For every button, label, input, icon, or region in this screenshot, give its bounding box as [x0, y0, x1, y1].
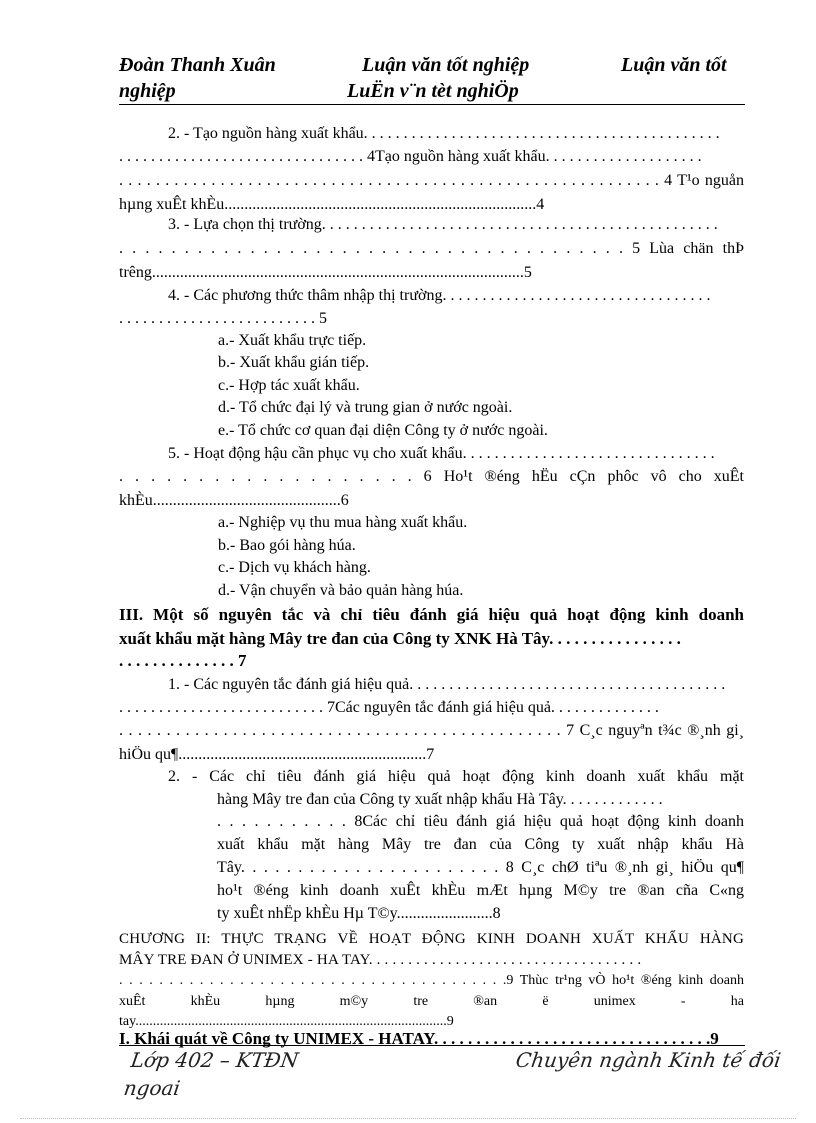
toc-line: b.- Bao gói hàng húa.: [218, 537, 356, 554]
toc-line: hàng Mây tre đan của Công ty xuất nhập khẩu Hà Tây. . . . . . . . . . . . .: [217, 791, 663, 808]
toc-line: Tây. . . . . . . . . . . . . . . . . . . . . . . 8 C¸c chØ tiªu ®¸nh gi¸ hiÖu qu¶: [217, 859, 744, 876]
toc-line: 5. - Hoạt động hậu cần phục vụ cho xuất khẩu. . . . . . . . . . . . . . . . . . . . . . . . . . . . . . . .: [168, 445, 715, 462]
toc-line: d.- Vận chuyển và bảo quản hàng húa.: [218, 582, 464, 599]
toc-line: trêng.............................................................................................5: [119, 264, 532, 281]
toc-chapter-heading: MÂY TRE ĐAN Ở UNIMEX - HA TAY. . . . . . . . . . . . . . . . . . . . . . . . . . . . . . . . . . .: [119, 952, 642, 968]
header-title-center: Luận văn tốt nghiệp: [362, 54, 530, 76]
page-bottom-border: [20, 1118, 796, 1119]
footer-major: Chuyên ngành Kinh tế đối: [514, 1048, 783, 1072]
toc-line: 2. - Các chỉ tiêu đánh giá hiệu quả hoạt động kinh doanh xuất khẩu mặt: [168, 768, 744, 785]
toc-line: hµng xuÊt khÈu..............................................................................4: [119, 196, 545, 213]
toc-line: . . . . . . . . . . . . . . . . . . . . . . . . . . . . . . . . . . . . . . . . . . . . . . . 7 C¸c nguyªn t¾c ®¸nh gi¸: [119, 722, 744, 739]
toc-line: . . . . . . . . . . . . . . . . . . . . . . . . . . . . . . . 4Tạo nguồn hàng xuất khẩu. . . . . . . . . . . . . . . . . . . .: [119, 148, 702, 165]
toc-line: xuất khẩu mặt hàng Mây tre đan của Công ty xuất nhập khẩu Hà: [217, 836, 744, 853]
footer-class: Lớp 402 – KTĐN: [129, 1048, 300, 1072]
header-author: Đoàn Thanh Xuân: [119, 54, 276, 76]
toc-line: 1. - Các nguyên tắc đánh giá hiệu quả. . . . . . . . . . . . . . . . . . . . . . . . . . . . . . . . . . . . . . . .: [168, 676, 726, 693]
toc-line: 3. - Lựa chọn thị trường. . . . . . . . . . . . . . . . . . . . . . . . . . . . . . . . . . . . . . . . . . . . . . . . . .: [168, 216, 718, 233]
header-garbled-title: LuËn v¨n tèt nghiÖp: [347, 80, 519, 102]
toc-line: d.- Tổ chức đại lý và trung gian ở nước ngoài.: [218, 399, 513, 416]
toc-line: b.- Xuất khẩu gián tiếp.: [218, 354, 370, 371]
toc-line: a.- Nghiệp vụ thu mua hàng xuất khẩu.: [218, 514, 468, 531]
footer-rule: [119, 1045, 745, 1046]
footer-class-cont: ngoai: [122, 1076, 182, 1100]
toc-line: 2. - Tạo nguồn hàng xuất khẩu. . . . . . . . . . . . . . . . . . . . . . . . . . . . . . . . . . . . . . . . . . . . .: [168, 125, 720, 142]
toc-section-heading: xuất khẩu mặt hàng Mây tre đan của Công ty XNK Hà Tây. . . . . . . . . . . . . . . .: [119, 629, 681, 648]
toc-chapter-heading: CHƯƠNG II: THỰC TRẠNG VỀ HOẠT ĐỘNG KINH DOANH XUẤT KHẨU HÀNG: [119, 931, 744, 947]
toc-line: . . . . . . . . . . . . . . . . . . . 6 Ho¹t ®éng hËu cÇn phôc vô cho xuÊt: [119, 468, 744, 485]
toc-line: tay.........................................................................................9: [119, 1014, 454, 1029]
toc-line: ho¹t ®éng kinh doanh xuÊt khÈu mÆt hµng M©y tre ®an cña C«ng: [217, 882, 744, 899]
header-title-right-cont: nghiệp: [119, 80, 176, 102]
header-title-right: Luận văn tốt: [621, 54, 727, 76]
toc-line: . . . . . . . . . . . . . . . . . . . . . . . . . . . . . . . . . . . . . . .9 Thùc tr¹ng vÒ ho¹t ®éng kinh doanh: [119, 973, 744, 988]
toc-line: . . . . . . . . . . . . . . 7: [119, 651, 247, 670]
toc-line: . . . . . . . . . . . 8Các chỉ tiêu đánh giá hiệu quả hoạt động kinh doanh: [217, 813, 744, 830]
toc-line: ty xuÊt nhËp khÈu Hµ T©y........................8: [217, 905, 501, 922]
toc-line: . . . . . . . . . . . . . . . . . . . . . . . . . 5: [119, 310, 327, 327]
header-rule: [119, 104, 745, 105]
toc-line: c.- Dịch vụ khách hàng.: [218, 559, 371, 576]
toc-line: . . . . . . . . . . . . . . . . . . . . . . . . . . 7Các nguyên tắc đánh giá hiệu quả. . . . . . . . . . . . . .: [119, 699, 659, 716]
toc-section-heading: III. Một số nguyên tắc và chỉ tiêu đánh giá hiệu quả hoạt động kinh doanh: [119, 605, 744, 624]
toc-line: . . . . . . . . . . . . . . . . . . . . . . . . . . . . . . . . . . . . . . . 5 Lùa chän thÞ: [119, 240, 744, 257]
toc-section-heading: I. Khái quát về Công ty UNIMEX - HATAY. . . . . . . . . . . . . . . . . . . . . . . . . . . . . . . . .9: [119, 1029, 719, 1048]
toc-line: 4. - Các phương thức thâm nhập thị trường. . . . . . . . . . . . . . . . . . . . . . . . . . . . . . . . . .: [168, 287, 711, 304]
toc-line: a.- Xuất khẩu trực tiếp.: [218, 332, 367, 349]
toc-line: . . . . . . . . . . . . . . . . . . . . . . . . . . . . . . . . . . . . . . . . . . . . . . . . . . . . . . . . . . . 4 T¹o nguån: [119, 172, 744, 189]
toc-line: e.- Tổ chức cơ quan đại diện Công ty ở nước ngoài.: [218, 422, 548, 439]
toc-line: xuÊt khÈu hµng m©y tre ®an ë unimex - ha: [119, 994, 744, 1009]
toc-line: khÈu...............................................6: [119, 492, 349, 509]
toc-line: c.- Hợp tác xuất khẩu.: [218, 377, 360, 394]
toc-line: hiÖu qu¶..............................................................7: [119, 746, 435, 763]
